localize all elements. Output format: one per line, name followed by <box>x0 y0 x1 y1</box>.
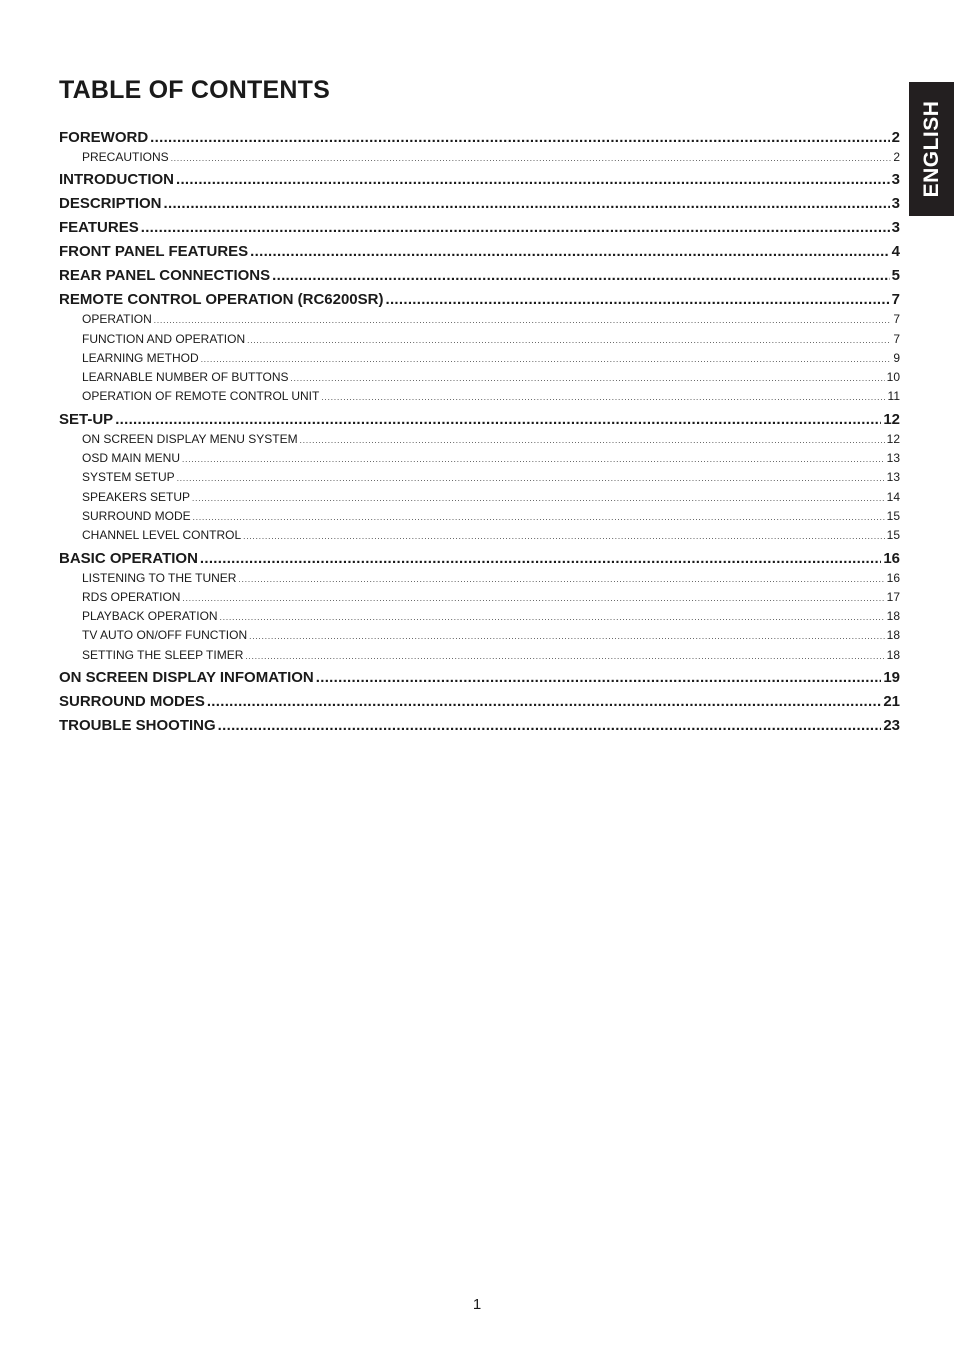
toc-subsection-entry <box>59 571 900 590</box>
toc-entry-label: SET-UP <box>59 410 114 428</box>
toc-entry-label: LEARNING METHOD <box>82 350 199 365</box>
toc-entry-label: ON SCREEN DISPLAY MENU SYSTEM <box>82 431 298 446</box>
dot-leader <box>192 491 885 506</box>
toc-section-entry <box>59 549 900 573</box>
toc-entry-page-number: 3 <box>891 219 900 237</box>
toc-entry-page-number: 18 <box>886 647 900 662</box>
toc-entry-page-number: 15 <box>886 528 900 543</box>
toc-entry-page-number: 17 <box>886 589 900 604</box>
toc-entry-page-number: 13 <box>886 451 900 466</box>
dot-leader <box>220 610 885 625</box>
dot-leader <box>316 668 882 688</box>
dot-leader <box>321 390 885 405</box>
dot-leader <box>176 170 890 190</box>
toc-entry-label: REAR PANEL CONNECTIONS <box>59 267 271 285</box>
toc-entry-page-number: 3 <box>891 195 900 213</box>
toc-section-entry <box>59 170 900 194</box>
toc-entry-page-number: 18 <box>886 609 900 624</box>
toc-entry-label: SYSTEM SETUP <box>82 470 175 485</box>
toc-subsection-entry <box>59 590 900 609</box>
dot-leader <box>150 128 889 148</box>
toc-entry-page-number: 15 <box>886 508 900 523</box>
toc-entry-label: FUNCTION AND OPERATION <box>82 331 246 346</box>
toc-entry-page-number: 12 <box>886 431 900 446</box>
toc-entry-page-number: 2 <box>893 150 900 164</box>
toc-section-entry <box>59 218 900 242</box>
page-title: TABLE OF CONTENTS <box>59 76 330 104</box>
toc-subsection-entry <box>59 432 900 451</box>
toc-entry-page-number: 11 <box>887 389 900 404</box>
dot-leader <box>238 572 884 587</box>
toc-subsection-entry <box>59 628 900 647</box>
toc-entry-label: PLAYBACK OPERATION <box>82 609 218 624</box>
toc-subsection-entry <box>59 370 900 389</box>
toc-entry-page-number: 16 <box>883 549 900 567</box>
toc-entry-label: SPEAKERS SETUP <box>82 489 191 504</box>
toc-subsection-entry <box>59 389 900 408</box>
toc-entry-label: INTRODUCTION <box>59 171 174 189</box>
toc-section-entry <box>59 266 900 290</box>
dot-leader <box>245 649 884 664</box>
toc-entry-label: FEATURES <box>59 219 139 237</box>
dot-leader <box>141 218 890 238</box>
dot-leader <box>201 352 892 367</box>
dot-leader <box>164 194 890 214</box>
toc-entry-label: LISTENING TO THE TUNER <box>82 570 237 585</box>
toc-entry-label: CHANNEL LEVEL CONTROL <box>82 528 242 543</box>
toc-subsection-entry <box>59 490 900 509</box>
toc-entry-label: OSD MAIN MENU <box>82 451 181 466</box>
toc-subsection-entry <box>59 312 900 331</box>
toc-section-entry <box>59 716 900 740</box>
dot-leader <box>243 529 884 544</box>
dot-leader <box>247 333 891 348</box>
toc-section-entry <box>59 668 900 692</box>
toc-entry-label: SURROUND MODES <box>59 693 205 711</box>
dot-leader <box>193 510 885 525</box>
dot-leader <box>300 433 885 448</box>
toc-subsection-entry <box>59 609 900 628</box>
toc-section-entry <box>59 692 900 716</box>
toc-entry-page-number: 14 <box>886 489 900 504</box>
toc-entry-page-number: 9 <box>893 350 900 365</box>
toc-subsection-entry <box>59 509 900 528</box>
toc-entry-page-number: 12 <box>883 410 900 428</box>
toc-entry-page-number: 23 <box>883 717 900 735</box>
toc-entry-page-number: 2 <box>891 129 900 146</box>
toc-subsection-entry <box>59 470 900 489</box>
toc-entry-page-number: 7 <box>893 312 900 327</box>
toc-section-entry <box>59 194 900 218</box>
toc-section-entry <box>59 410 900 434</box>
dot-leader <box>177 471 885 486</box>
toc-entry-page-number: 16 <box>886 570 900 585</box>
toc-entry-page-number: 13 <box>886 470 900 485</box>
toc-entry-label: OPERATION OF REMOTE CONTROL UNIT <box>82 389 320 404</box>
dot-leader <box>272 266 890 286</box>
toc-entry-label: RDS OPERATION <box>82 589 181 604</box>
toc-entry-page-number: 3 <box>891 171 900 189</box>
dot-leader <box>182 591 884 606</box>
toc-entry-label: BASIC OPERATION <box>59 549 198 567</box>
language-tab <box>909 82 954 216</box>
dot-leader <box>218 716 882 736</box>
dot-leader <box>250 242 889 262</box>
toc-entry-page-number: 7 <box>891 291 900 309</box>
toc-entry-label: DESCRIPTION <box>59 195 162 213</box>
toc-section-entry <box>59 290 900 314</box>
dot-leader <box>182 452 885 467</box>
toc-entry-label: ON SCREEN DISPLAY INFOMATION <box>59 669 314 687</box>
toc-entry-label: TV AUTO ON/OFF FUNCTION <box>82 628 248 643</box>
toc-entry-label: OPERATION <box>82 312 152 327</box>
dot-leader <box>207 692 881 712</box>
toc-entry-label: LEARNABLE NUMBER OF BUTTONS <box>82 370 289 385</box>
toc-subsection-entry <box>59 648 900 667</box>
dot-leader <box>385 290 889 310</box>
language-tab-label: ENGLISH <box>919 100 943 198</box>
toc-entry-page-number: 19 <box>883 669 900 687</box>
toc-entry-label: PRECAUTIONS <box>82 150 169 164</box>
toc-entry-label: SETTING THE SLEEP TIMER <box>82 647 244 662</box>
toc-entry-page-number: 18 <box>886 628 900 643</box>
dot-leader <box>249 629 885 644</box>
toc-entry-label: SURROUND MODE <box>82 508 191 523</box>
dot-leader <box>171 151 892 166</box>
toc-subsection-entry <box>59 528 900 547</box>
dot-leader <box>200 549 881 569</box>
dot-leader <box>115 410 881 430</box>
dot-leader <box>290 371 884 386</box>
toc-entry-page-number: 10 <box>886 370 900 385</box>
toc-entry-page-number: 21 <box>883 693 900 711</box>
page-number: 1 <box>472 1296 482 1313</box>
toc-entry-page-number: 5 <box>891 267 900 285</box>
toc-entry-label: FOREWORD <box>59 129 149 146</box>
table-of-contents <box>59 128 900 740</box>
toc-entry-page-number: 7 <box>893 331 900 346</box>
dot-leader <box>154 313 892 328</box>
toc-subsection-entry <box>59 351 900 370</box>
toc-entry-label: REMOTE CONTROL OPERATION (RC6200SR) <box>59 291 384 309</box>
toc-entry-label: FRONT PANEL FEATURES <box>59 243 249 261</box>
toc-entry-page-number: 4 <box>891 243 900 261</box>
toc-subsection-entry <box>59 332 900 351</box>
toc-subsection-entry <box>59 451 900 470</box>
toc-subsection-entry <box>59 150 900 169</box>
toc-section-entry <box>59 128 900 152</box>
toc-section-entry <box>59 242 900 266</box>
toc-entry-label: TROUBLE SHOOTING <box>59 717 216 735</box>
